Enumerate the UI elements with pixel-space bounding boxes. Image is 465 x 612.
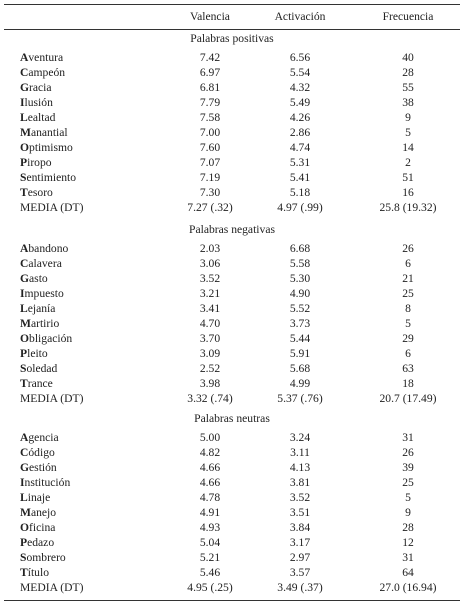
table-row — [0, 446, 465, 461]
valencia-cell: 2.03 — [199, 242, 221, 255]
table-row — [0, 257, 465, 272]
word-cell — [20, 66, 65, 81]
table-row — [0, 551, 465, 566]
valencia-cell: 5.46 — [199, 565, 221, 579]
table-row — [0, 317, 465, 332]
valencia-cell: 4.93 — [199, 520, 221, 534]
word-rest: ficina — [29, 520, 56, 534]
valencia-cell: 7.79 — [199, 95, 221, 109]
word-cell — [20, 491, 50, 506]
word-cell — [20, 141, 73, 156]
word-rest: bligación — [29, 331, 73, 345]
frecuencia-cell: 20.7 (17.49) — [379, 391, 437, 405]
table-row — [0, 51, 465, 66]
table-row — [0, 521, 465, 536]
word-initial: M — [20, 125, 31, 139]
frecuencia-cell: 38 — [402, 95, 414, 109]
activacion-cell: 3.84 — [289, 520, 311, 534]
frecuencia-cell: 39 — [402, 460, 414, 474]
table-row — [0, 476, 465, 491]
word-rest: nstitución — [24, 475, 71, 489]
activacion-cell: 3.73 — [289, 316, 311, 330]
word-cell — [20, 521, 55, 536]
frecuencia-cell: 26 — [402, 445, 414, 459]
valencia-cell: 7.42 — [199, 51, 221, 64]
valencia-cell: 5.21 — [199, 550, 221, 564]
word-cell — [20, 566, 49, 581]
word-rest: ptimismo — [29, 140, 73, 154]
word-initial: C — [20, 445, 29, 459]
section-title: Palabras positivas — [190, 32, 274, 45]
word-cell — [20, 171, 76, 186]
table-row — [0, 141, 465, 156]
word-cell — [20, 287, 64, 302]
valencia-cell: 4.66 — [199, 460, 221, 474]
activacion-cell: 2.97 — [289, 550, 311, 564]
activacion-cell: 4.90 — [289, 286, 311, 300]
word-rest: asto — [29, 271, 48, 285]
activacion-cell: 5.37 (.76) — [277, 391, 323, 405]
word-initial: S — [20, 170, 27, 184]
table-row — [0, 377, 465, 392]
valencia-cell: 7.00 — [199, 125, 221, 139]
word-initial: P — [20, 346, 28, 360]
valencia-cell: 7.07 — [199, 155, 221, 169]
word-cell — [20, 332, 72, 347]
frecuencia-cell: 14 — [402, 140, 414, 154]
valencia-cell: 7.60 — [199, 140, 221, 154]
valencia-cell: 5.00 — [199, 431, 221, 444]
word-rest: inaje — [27, 490, 51, 504]
word-cell — [20, 362, 57, 377]
word-cell — [20, 156, 52, 171]
word-initial: I — [20, 475, 25, 489]
valencia-cell: 3.41 — [199, 301, 221, 315]
word-initial: M — [20, 505, 31, 519]
activacion-cell: 3.57 — [289, 565, 311, 579]
word-initial: C — [20, 256, 29, 270]
word-initial: S — [20, 361, 27, 375]
word-rest: estión — [29, 460, 57, 474]
media-row — [0, 581, 465, 596]
header-activacion: Activación — [274, 10, 326, 23]
word-initial: P — [20, 155, 28, 169]
word-initial: P — [20, 535, 28, 549]
activacion-cell: 3.11 — [290, 445, 310, 459]
word-initial: O — [20, 331, 30, 345]
table-row — [0, 362, 465, 377]
frecuencia-cell: 2 — [405, 155, 411, 169]
table-row — [0, 536, 465, 551]
frecuencia-cell: 64 — [402, 565, 414, 579]
word-cell — [20, 272, 48, 287]
valencia-cell: 6.97 — [199, 65, 221, 79]
word-initial: O — [20, 520, 30, 534]
frecuencia-cell: 5 — [405, 125, 411, 139]
activacion-cell: 3.52 — [289, 490, 311, 504]
word-rest: racia — [29, 80, 52, 94]
valencia-cell: 7.58 — [199, 110, 221, 124]
activacion-cell: 3.17 — [289, 535, 311, 549]
word-cell — [20, 96, 53, 111]
word-cell — [20, 446, 55, 461]
activacion-cell: 5.49 — [289, 95, 311, 109]
frecuencia-cell: 6 — [405, 346, 411, 360]
media-row — [0, 201, 465, 216]
word-rest: ítulo — [27, 565, 49, 579]
valencia-cell: 3.06 — [199, 256, 221, 270]
activacion-cell: 3.24 — [289, 431, 311, 444]
frecuencia-cell: 6 — [405, 256, 411, 270]
word-cell — [20, 81, 52, 96]
table-row — [0, 302, 465, 317]
table-row — [0, 272, 465, 287]
media-label: MEDIA (DT) — [20, 200, 84, 214]
table-row — [0, 332, 465, 347]
word-cell — [20, 347, 48, 362]
word-cell — [20, 111, 55, 126]
frecuencia-cell: 25.8 (19.32) — [379, 200, 437, 214]
word-initial: M — [20, 316, 31, 330]
media-label: MEDIA (DT) — [20, 580, 84, 594]
word-rest: entimiento — [26, 170, 77, 184]
word-cell — [20, 257, 62, 272]
frecuencia-cell: 31 — [402, 550, 414, 564]
frecuencia-cell: 28 — [402, 65, 414, 79]
word-rest: oledad — [26, 361, 58, 375]
table-row — [0, 186, 465, 201]
activacion-cell: 5.58 — [289, 256, 311, 270]
activacion-cell: 6.56 — [289, 51, 311, 64]
word-cell — [20, 186, 53, 201]
word-rest: rance — [27, 376, 53, 390]
table-row — [0, 506, 465, 521]
word-initial: T — [20, 565, 28, 579]
frecuencia-cell: 12 — [402, 535, 414, 549]
table-row — [0, 126, 465, 141]
activacion-cell: 4.97 (.99) — [277, 200, 323, 214]
activacion-cell: 5.44 — [289, 331, 311, 345]
word-initial: G — [20, 271, 30, 285]
word-initial: I — [20, 286, 25, 300]
word-rest: anantial — [30, 125, 68, 139]
frecuencia-cell: 5 — [405, 490, 411, 504]
word-cell — [20, 431, 59, 446]
frecuencia-cell: 27.0 (16.94) — [379, 580, 437, 594]
activacion-cell: 5.68 — [289, 361, 311, 375]
table-row — [0, 431, 465, 446]
top-rule — [4, 4, 460, 5]
frecuencia-cell: 25 — [402, 286, 414, 300]
table-row — [0, 111, 465, 126]
activacion-cell: 5.30 — [289, 271, 311, 285]
frecuencia-cell: 40 — [402, 51, 414, 64]
valencia-cell: 2.52 — [199, 361, 221, 375]
header-rule — [4, 29, 460, 30]
activacion-cell: 4.74 — [289, 140, 311, 154]
header-frecuencia: Frecuencia — [382, 10, 434, 23]
word-rest: bandono — [28, 242, 69, 255]
word-initial: S — [20, 550, 27, 564]
valencia-cell: 3.98 — [199, 376, 221, 390]
valencia-cell: 4.95 (.25) — [187, 580, 233, 594]
table-row — [0, 156, 465, 171]
word-rest: gencia — [28, 431, 59, 444]
section-title: Palabras neutras — [194, 412, 270, 425]
word-rest: mpuesto — [24, 286, 64, 300]
frecuencia-cell: 16 — [402, 185, 414, 199]
activacion-cell: 3.49 (.37) — [277, 580, 323, 594]
frecuencia-cell: 9 — [405, 110, 411, 124]
word-cell — [20, 51, 63, 66]
table-row — [0, 566, 465, 581]
word-initial: L — [20, 490, 28, 504]
frecuencia-cell: 63 — [402, 361, 414, 375]
word-initial: A — [20, 242, 29, 255]
valencia-cell: 4.82 — [199, 445, 221, 459]
frecuencia-cell: 51 — [402, 170, 414, 184]
word-initial: A — [20, 51, 29, 64]
word-cell — [20, 476, 70, 491]
word-rest: ealtad — [27, 110, 56, 124]
table-row — [0, 81, 465, 96]
frecuencia-cell: 28 — [402, 520, 414, 534]
word-initial: G — [20, 460, 30, 474]
word-rest: alavera — [28, 256, 62, 270]
table-row — [0, 96, 465, 111]
word-cell — [20, 551, 66, 566]
word-initial: G — [20, 80, 30, 94]
table-row — [0, 171, 465, 186]
valencia-cell: 6.81 — [199, 80, 221, 94]
table-row — [0, 347, 465, 362]
word-cell — [20, 317, 59, 332]
frecuencia-cell: 9 — [405, 505, 411, 519]
valencia-cell: 7.30 — [199, 185, 221, 199]
word-rest: ódigo — [28, 445, 55, 459]
word-initial: O — [20, 140, 30, 154]
activacion-cell: 5.18 — [289, 185, 311, 199]
word-initial: C — [20, 65, 29, 79]
valencia-cell: 3.21 — [199, 286, 221, 300]
activacion-cell: 4.32 — [289, 80, 311, 94]
word-initial: T — [20, 185, 28, 199]
table-row — [0, 66, 465, 81]
activacion-cell: 4.26 — [289, 110, 311, 124]
word-initial: L — [20, 301, 28, 315]
bottom-rule — [4, 600, 460, 601]
word-rest: iropo — [27, 155, 52, 169]
table-row — [0, 461, 465, 476]
valencia-cell: 4.91 — [199, 505, 221, 519]
valencia-cell: 5.04 — [199, 535, 221, 549]
activacion-cell: 4.99 — [289, 376, 311, 390]
media-row — [0, 392, 465, 407]
valencia-cell: 4.78 — [199, 490, 221, 504]
frecuencia-cell: 21 — [402, 271, 414, 285]
word-rest: edazo — [27, 535, 55, 549]
word-rest: lusión — [24, 95, 53, 109]
frecuencia-cell: 55 — [402, 80, 414, 94]
word-rest: ventura — [28, 51, 64, 64]
activacion-cell: 3.51 — [289, 505, 311, 519]
word-cell — [20, 506, 56, 521]
frecuencia-cell: 18 — [402, 376, 414, 390]
header-valencia: Valencia — [190, 10, 230, 23]
word-cell — [20, 461, 57, 476]
activacion-cell: 5.41 — [289, 170, 311, 184]
activacion-cell: 3.81 — [289, 475, 311, 489]
word-rest: artirio — [30, 316, 60, 330]
word-initial: L — [20, 110, 28, 124]
word-cell — [20, 242, 68, 257]
word-rest: ombrero — [26, 550, 66, 564]
word-initial: T — [20, 376, 28, 390]
activacion-cell: 4.13 — [289, 460, 311, 474]
word-cell — [20, 126, 68, 141]
word-initial: I — [20, 95, 25, 109]
valencia-cell: 7.27 (.32) — [187, 200, 233, 214]
word-initial: A — [20, 431, 29, 444]
word-cell — [20, 302, 55, 317]
valencia-cell: 3.52 — [199, 271, 221, 285]
word-rest: esoro — [27, 185, 53, 199]
word-rest: leito — [27, 346, 48, 360]
activacion-cell: 5.31 — [289, 155, 311, 169]
frecuencia-cell: 31 — [402, 431, 414, 444]
activacion-cell: 5.54 — [289, 65, 311, 79]
word-rest: ampeón — [28, 65, 66, 79]
word-cell — [20, 536, 54, 551]
valencia-cell: 7.19 — [199, 170, 221, 184]
frecuencia-cell: 26 — [402, 242, 414, 255]
section-title: Palabras negativas — [189, 223, 275, 236]
valencia-cell: 3.32 (.74) — [187, 391, 233, 405]
valencia-cell: 4.70 — [199, 316, 221, 330]
valencia-cell: 3.70 — [199, 331, 221, 345]
table-row — [0, 491, 465, 506]
frecuencia-cell: 8 — [405, 301, 411, 315]
activacion-cell: 2.86 — [289, 125, 311, 139]
activacion-cell: 6.68 — [289, 242, 311, 255]
word-cell — [20, 377, 53, 392]
valencia-cell: 4.66 — [199, 475, 221, 489]
activacion-cell: 5.52 — [289, 301, 311, 315]
frecuencia-cell: 5 — [405, 316, 411, 330]
media-label: MEDIA (DT) — [20, 391, 84, 405]
activacion-cell: 5.91 — [289, 346, 311, 360]
frecuencia-cell: 25 — [402, 475, 414, 489]
word-rest: anejo — [30, 505, 57, 519]
valencia-cell: 3.09 — [199, 346, 221, 360]
table-row — [0, 287, 465, 302]
table-row — [0, 242, 465, 257]
word-rest: ejanía — [27, 301, 56, 315]
frecuencia-cell: 29 — [402, 331, 414, 345]
